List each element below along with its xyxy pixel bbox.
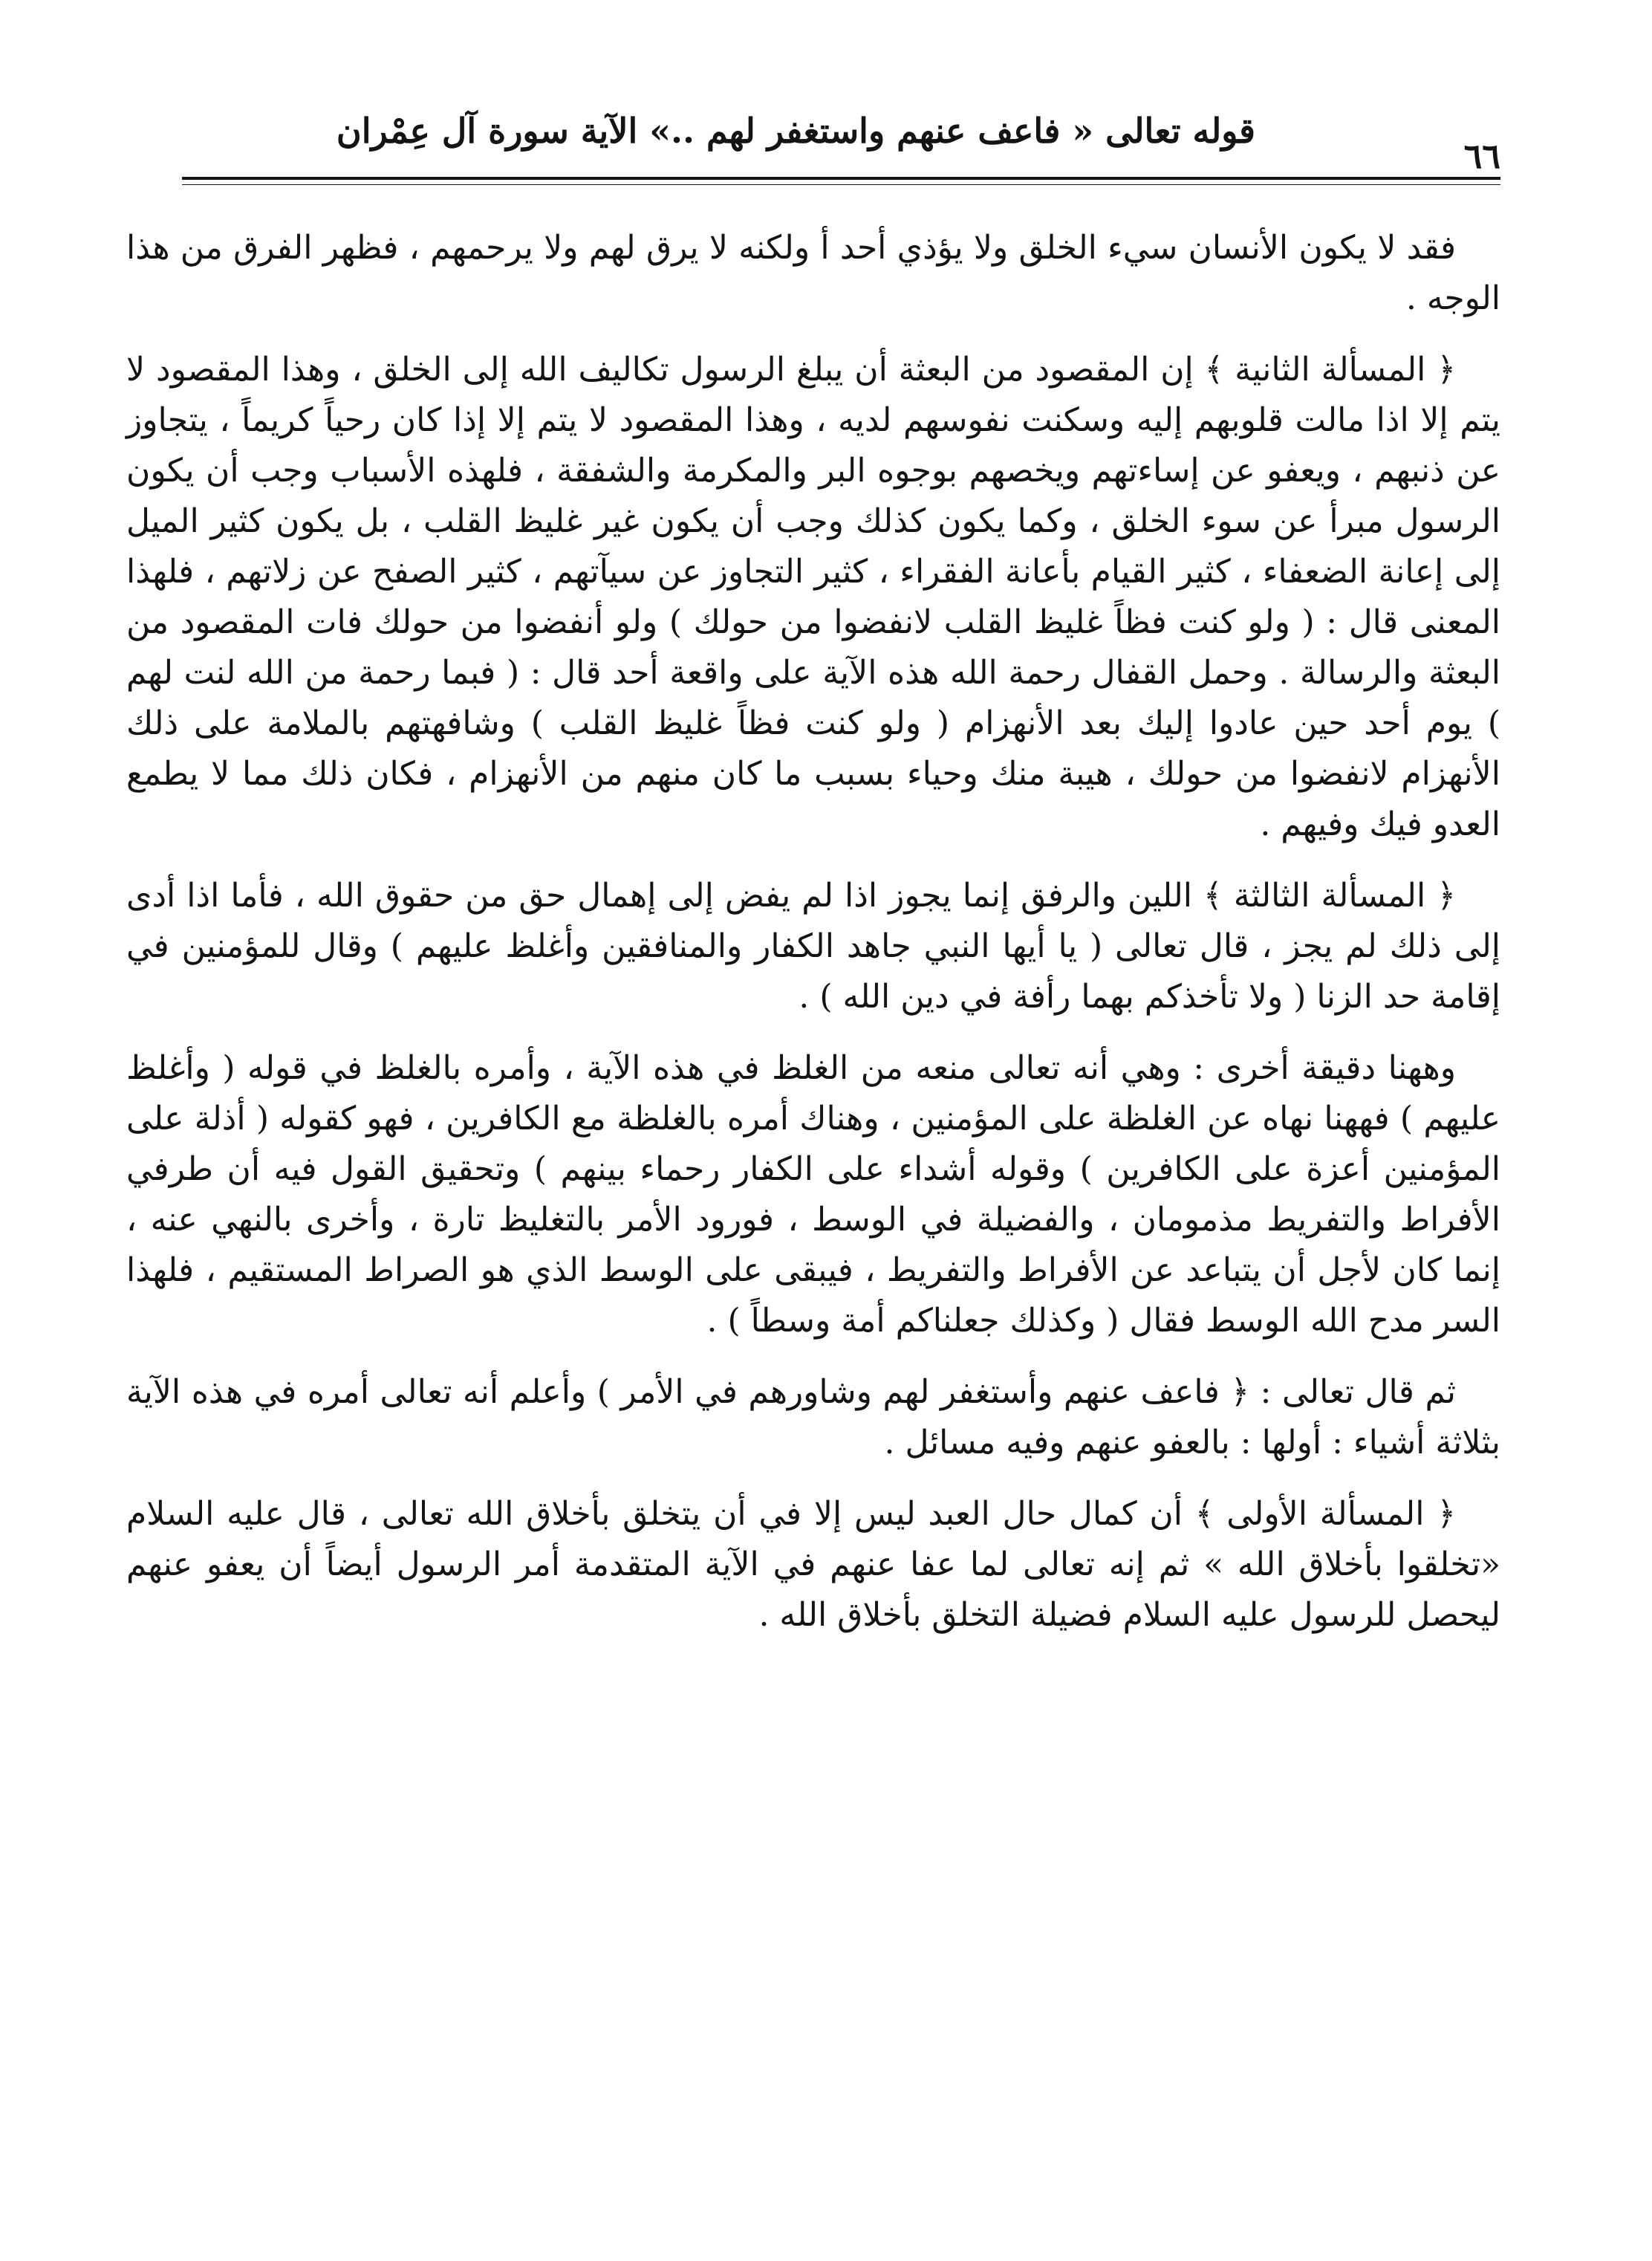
body-text	[126, 223, 1500, 1661]
paragraph-1: فقد لا يكون الأنسان سيء الخلق ولا يؤذي أحد أ ولكنه لا يرق لهم ولا يرحمهم ، فظهر الفرق من هذا الوجه .	[126, 229, 1500, 317]
paragraph-6: ﴿ المسألة الأولى ﴾ أن كمال حال العبد ليس إلا في أن يتخلق بأخلاق الله تعالى ، قال عليه السلام «تخلقوا بأخلاق الله » ثم إنه تعالى لما عفا عنهم في الآية المتقدمة أمر الرسول أيضاً أن يعفو عنهم ليحصل للرسول عليه السلام فضيلة التخلق بأخلاق الله .	[126, 1495, 1500, 1634]
paragraph-2: ﴿ المسألة الثانية ﴾ إن المقصود من البعثة أن يبلغ الرسول تكاليف الله إلى الخلق ، وهذا المقصود لا يتم إلا اذا مالت قلوبهم إليه وسكنت نفوسهم لديه ، وهذا المقصود لا يتم إلا إذا كان رحياً كريماً ، يتجاوز عن ذنبهم ، ويعفو عن إساءتهم ويخصهم بوجوه البر والمكرمة والشفقة ، فلهذه الأسباب وجب أن يكون الرسول مبرأ عن سوء الخلق ، وكما يكون كذلك وجب أن يكون غير غليظ القلب ، بل يكون كثير الميل إلى إعانة الضعفاء ، كثير القيام بأعانة الفقراء ، كثير التجاوز عن سيآتهم ، كثير الصفح عن زلاتهم ، فلهذا المعنى قال : ( ولو كنت فظاً غليظ القلب لانفضوا من حولك ) ولو أنفضوا من حولك فات المقصود من البعثة والرسالة . وحمل القفال رحمة الله هذه الآية على واقعة أحد قال : ( فبما رحمة من الله لنت لهم ) يوم أحد حين عادوا إليك بعد الأنهزام ( ولو كنت فظاً غليظ القلب ) وشافهتهم بالملامة على ذلك الأنهزام لانفضوا من حولك ، هيبة منك وحياء بسبب ما كان منهم من الأنهزام ، فكان ذلك مما لا يطمع العدو فيك وفيهم .	[126, 351, 1500, 843]
running-header	[182, 103, 1500, 184]
running-title: قوله تعالى « فاعف عنهم واستغفر لهم ..» الآية سورة آل عِمْران	[336, 111, 1255, 151]
paragraph-4: وههنا دقيقة أخرى : وهي أنه تعالى منعه من الغلظ في هذه الآية ، وأمره بالغلظ في قوله ( وأغلظ عليهم ) فههنا نهاه عن الغلظة على المؤمنين ، وهناك أمره بالغلظة مع الكافرين ، فهو كقوله ( أذلة على المؤمنين أعزة على الكافرين ) وقوله أشداء على الكفار رحماء بينهم ) وتحقيق القول فيه أن طرفي الأفراط والتفريط مذمومان ، والفضيلة في الوسط ، فورود الأمر بالتغليظ تارة ، وأخرى بالنهي عنه ، إنما كان لأجل أن يتباعد عن الأفراط والتفريط ، فيبقى على الوسط الذي هو الصراط المستقيم ، فلهذا السر مدح الله الوسط فقال ( وكذلك جعلناكم أمة وسطاً ) .	[126, 1049, 1500, 1340]
paragraph-3: ﴿ المسألة الثالثة ﴾ اللين والرفق إنما يجوز اذا لم يفض إلى إهمال حق من حقوق الله ، فأما اذا أدى إلى ذلك لم يجز ، قال تعالى ( يا أيها النبي جاهد الكفار والمنافقين وأغلظ عليهم ) وقال للمؤمنين في إقامة حد الزنا ( ولا تأخذكم بهما رأفة في دين الله ) .	[126, 877, 1501, 1016]
header-rule	[182, 177, 1500, 180]
header-rule-thin	[182, 184, 1500, 185]
page-number: ٦٦	[1463, 136, 1500, 176]
paragraph-5: ثم قال تعالى : ﴿ فاعف عنهم وأستغفر لهم وشاورهم في الأمر ) وأعلم أنه تعالى أمره في هذه الآية بثلاثة أشياء : أولها : بالعفو عنهم وفيه مسائل .	[126, 1373, 1500, 1462]
